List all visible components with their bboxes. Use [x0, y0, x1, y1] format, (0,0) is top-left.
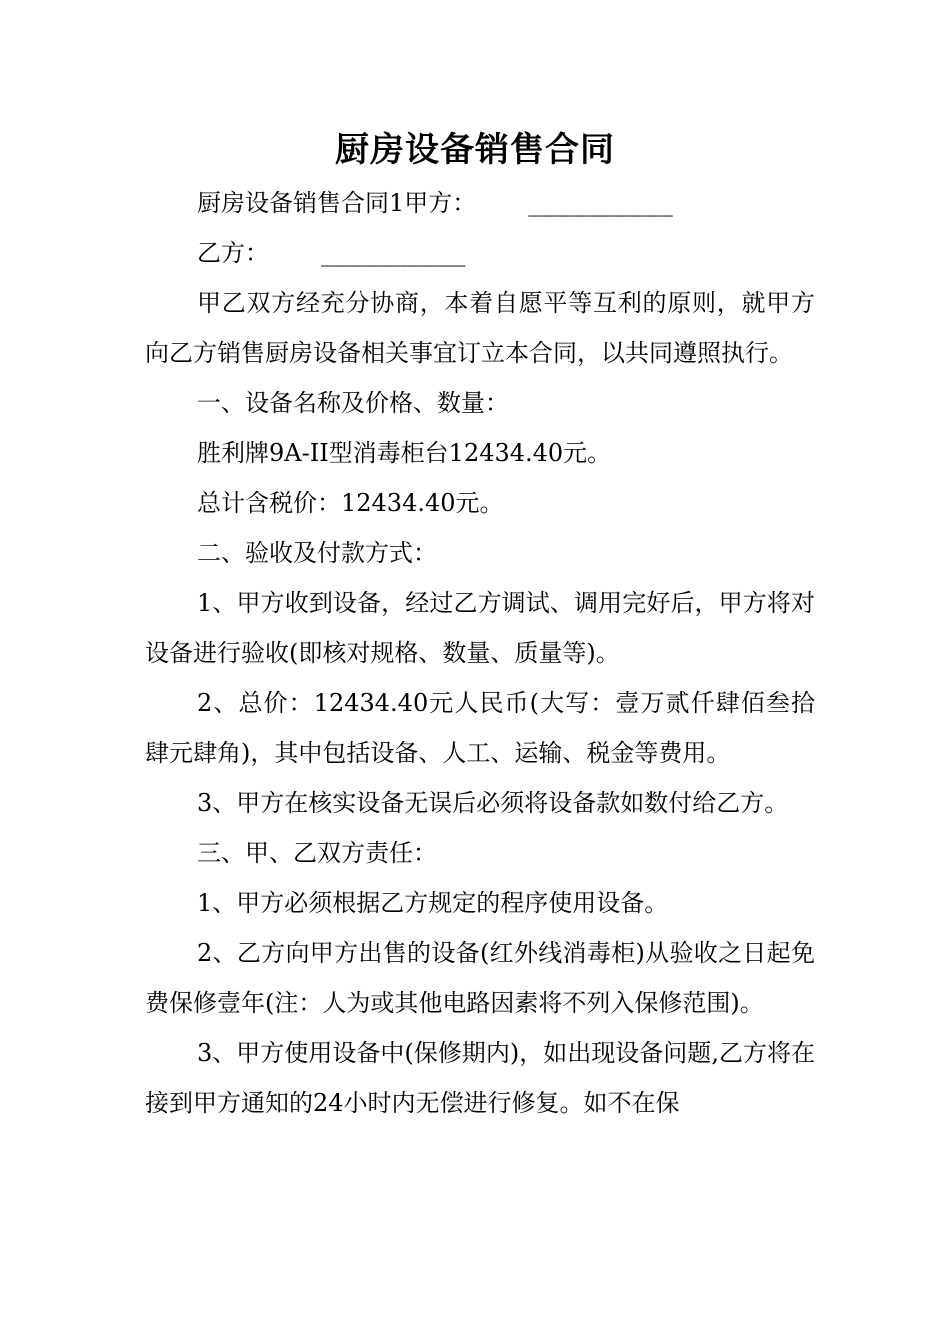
clause-3-2: 2、乙方向甲方出售的设备(红外线消毒柜)从验收之日起免费保修壹年(注：人为或其他电路因素将不列入保修范围)。 — [145, 939, 815, 1017]
clause-2-2: 2、总价：12434.40元人民币(大写：壹万贰仟肆佰叁拾肆元肆角)，其中包括设备、人工、运输、税金等费用。 — [145, 689, 815, 767]
equipment-item: 胜利牌9A-II型消毒柜台12434.40元。 — [197, 439, 612, 467]
party-a-blank: __________ — [528, 189, 673, 217]
party-b-line — [145, 228, 815, 278]
document-title: 厨房设备销售合同 — [335, 130, 615, 170]
total-price: 总计含税价：12434.40元。 — [197, 489, 504, 517]
party-a-label: 厨房设备销售合同1甲方： — [197, 189, 477, 217]
section-heading-2: 二、验收及付款方式： — [197, 539, 437, 567]
party-a-line — [145, 178, 815, 228]
party-b-blank: __________ — [321, 239, 466, 267]
clause-3-1: 1、甲方必须根据乙方规定的程序使用设备。 — [197, 889, 669, 917]
clause-3-3: 3、甲方使用设备中(保修期内)，如出现设备问题,乙方将在接到甲方通知的24小时内无偿进行修复。如不在保 — [145, 1039, 815, 1117]
intro-paragraph: 甲乙双方经充分协商，本着自愿平等互利的原则，就甲方向乙方销售厨房设备相关事宜订立本合同，以共同遵照执行。 — [145, 289, 815, 367]
party-b-label: 乙方： — [197, 239, 269, 267]
clause-2-1: 1、甲方收到设备，经过乙方调试、调用完好后，甲方将对设备进行验收(即核对规格、数量、质量等)。 — [145, 589, 815, 667]
section-heading-1: 一、设备名称及价格、数量： — [197, 389, 509, 417]
document-body — [145, 178, 815, 1128]
section-heading-3: 三、甲、乙双方责任： — [197, 839, 437, 867]
clause-2-3: 3、甲方在核实设备无误后必须将设备款如数付给乙方。 — [197, 789, 789, 817]
